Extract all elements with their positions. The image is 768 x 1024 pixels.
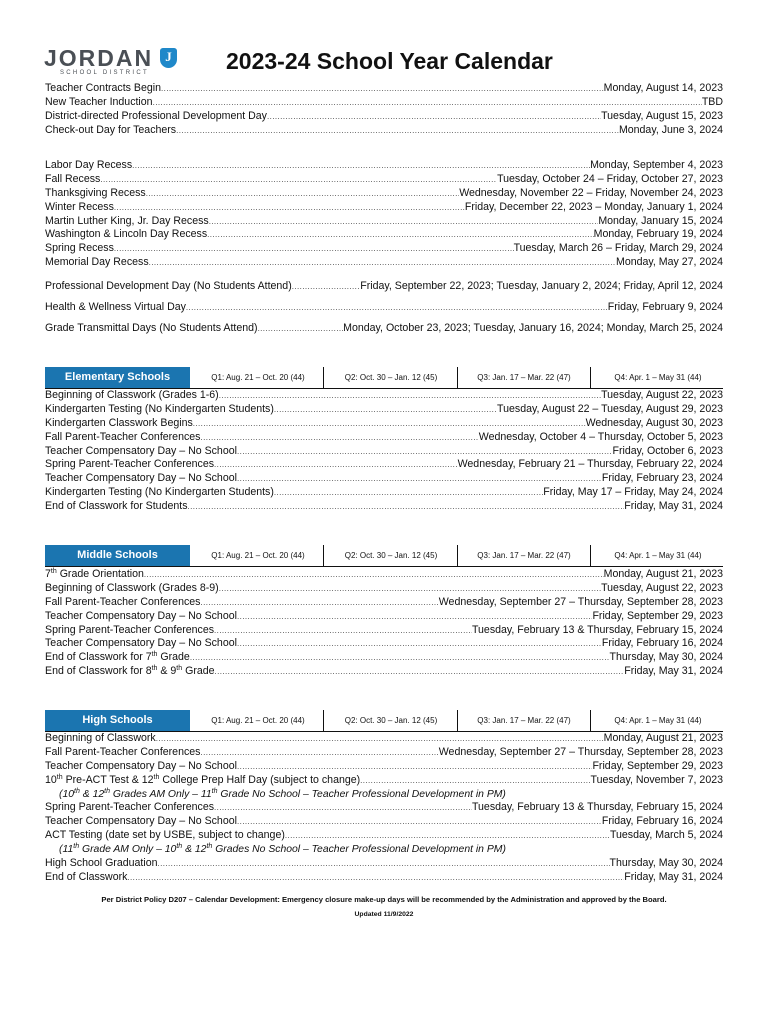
label-text: Grade — [157, 651, 190, 664]
quarter-4: Q4: Apr. 1 – May 31 (44) — [614, 551, 702, 560]
leader-dots — [114, 242, 514, 256]
grade-number: 12 — [194, 844, 207, 856]
row-date: Tuesday, August 22, 2023 — [601, 389, 723, 401]
leader-dots — [274, 486, 543, 500]
list-item — [45, 760, 723, 774]
row-date: Monday, August 21, 2023 — [603, 732, 723, 744]
row-label: Beginning of Classwork — [45, 732, 156, 744]
page-title: 2023-24 School Year Calendar — [226, 48, 553, 74]
row-date: Tuesday, February 13 & Thursday, February 15, 2024 — [471, 801, 723, 814]
ordinal-suffix: th — [176, 665, 183, 673]
ordinal-suffix: th — [153, 773, 160, 781]
row-date: Friday, February 16, 2024 — [601, 815, 723, 828]
ordinal-suffix: th — [74, 787, 80, 795]
row-date: Monday, February 19, 2024 — [593, 228, 723, 241]
leader-dots — [285, 829, 610, 843]
policy-note: Per District Policy D207 – Calendar Development: Emergency closure make-up days will be recommended by the Administration and approved by the Board. — [101, 895, 667, 904]
grade-number: 9 — [170, 665, 177, 678]
leader-dots — [209, 215, 599, 229]
leader-dots — [207, 228, 594, 242]
label-text: Grade Orientation — [56, 568, 144, 580]
logo-subtitle: SCHOOL DISTRICT — [60, 70, 149, 76]
leader-dots — [214, 624, 472, 638]
row-label — [45, 774, 360, 788]
row-date: Tuesday, October 24 – Friday, October 27, 2023 — [497, 172, 723, 185]
quarter-divider — [590, 710, 591, 731]
quarter-1: Q1: Aug. 21 – Oct. 20 (44) — [211, 373, 305, 382]
row-date: Monday, September 4, 2023 — [590, 159, 723, 171]
leader-dots — [237, 472, 602, 486]
row-label: Labor Day Recess — [45, 159, 133, 171]
district-dates-section — [45, 82, 723, 138]
list-item — [45, 624, 723, 638]
leader-dots — [219, 389, 601, 403]
row-date: Wednesday, September 27 – Thursday, September 28, 2023 — [438, 595, 723, 608]
list-item — [45, 568, 723, 582]
row-label: New Teacher Induction — [45, 95, 153, 108]
recess-section — [45, 159, 723, 270]
leader-dots — [360, 774, 590, 788]
row-label: Memorial Day Recess — [45, 256, 149, 269]
row-date: Tuesday, November 7, 2023 — [590, 773, 723, 786]
row-date: Friday, September 29, 2023 — [592, 609, 723, 622]
row-label: Teacher Contracts Begin — [45, 82, 162, 94]
leader-dots — [200, 596, 438, 610]
leader-dots — [258, 318, 344, 339]
list-item — [45, 732, 723, 746]
grade-number: 12 — [92, 788, 105, 800]
elementary-title: Elementary Schools — [45, 367, 190, 388]
row-date: Tuesday, February 13 & Thursday, February 15, 2024 — [471, 623, 723, 636]
grade-number: 7 — [145, 651, 152, 664]
list-item — [45, 651, 723, 665]
row-date: Friday, May 31, 2024 — [624, 665, 723, 678]
row-label: Teacher Compensatory Day – No School — [45, 444, 237, 457]
high-title: High Schools — [45, 710, 190, 731]
row-date: Tuesday, March 5, 2024 — [609, 829, 723, 842]
list-item — [45, 187, 723, 201]
leader-dots — [267, 110, 601, 124]
row-date: Wednesday, September 27 – Thursday, September 28, 2023 — [438, 745, 723, 758]
leader-dots — [132, 159, 590, 173]
list-item — [45, 228, 723, 242]
list-item — [45, 801, 723, 815]
row-label: Teacher Compensatory Day – No School — [45, 815, 237, 828]
list-item — [45, 318, 723, 339]
row-label — [45, 568, 144, 582]
row-date: Friday, May 17 – Friday, May 24, 2024 — [543, 486, 723, 499]
quarter-1: Q1: Aug. 21 – Oct. 20 (44) — [211, 551, 305, 560]
quarter-4: Q4: Apr. 1 – May 31 (44) — [614, 373, 702, 382]
row-date: Monday, October 23, 2023; Tuesday, January 16, 2024; Monday, March 25, 2024 — [343, 322, 723, 334]
list-item — [45, 774, 723, 788]
middle-title: Middle Schools — [45, 545, 190, 566]
leader-dots — [274, 403, 497, 417]
leader-dots — [156, 732, 604, 746]
leader-dots — [144, 568, 604, 582]
grade-number: 10 — [62, 788, 75, 800]
list-item — [45, 458, 723, 472]
high-header — [45, 710, 723, 732]
quarter-2: Q2: Oct. 30 – Jan. 12 (45) — [344, 716, 438, 725]
note-text: Grade AM Only – — [79, 844, 165, 856]
leader-dots — [157, 857, 609, 871]
row-label: Kindergarten Classwork Begins — [45, 416, 193, 429]
row-date: Tuesday, August 22, 2023 — [601, 581, 723, 594]
quarter-2: Q2: Oct. 30 – Jan. 12 (45) — [344, 551, 438, 560]
leader-dots — [161, 82, 604, 96]
list-item — [45, 201, 723, 215]
label-text: End of Classwork for — [45, 651, 146, 664]
row-date: Friday, December 22, 2023 – Monday, January 1, 2024 — [464, 200, 723, 213]
row-date: Tuesday, August 22 – Tuesday, August 29, 2023 — [497, 402, 723, 415]
act-note — [45, 843, 723, 857]
note-text: Grades No School – Teacher Professional Development in PM) — [212, 844, 506, 856]
list-item — [45, 96, 723, 110]
leader-dots — [237, 760, 592, 774]
row-label: Beginning of Classwork (Grades 1-6) — [45, 389, 219, 401]
row-date: Monday, January 15, 2024 — [598, 214, 723, 227]
leader-dots — [237, 637, 602, 651]
leader-dots — [100, 173, 497, 187]
list-item — [45, 610, 723, 624]
label-text: & — [157, 665, 171, 678]
row-label: Teacher Compensatory Day – No School — [45, 637, 237, 650]
row-date: TBD — [701, 95, 723, 108]
grade-number: 10 — [164, 844, 177, 856]
row-label: Fall Parent-Teacher Conferences — [45, 430, 201, 443]
quarter-divider — [457, 367, 458, 388]
high-section — [45, 732, 723, 885]
row-label: Teacher Compensatory Day – No School — [45, 472, 237, 485]
row-label — [45, 665, 215, 679]
note-text: Grades AM Only – — [110, 788, 201, 800]
row-label: Kindergarten Testing (No Kindergarten Students) — [45, 402, 274, 415]
leader-dots — [214, 458, 458, 472]
elementary-header — [45, 367, 723, 389]
list-item — [45, 242, 723, 256]
row-date: Friday, February 16, 2024 — [601, 637, 723, 650]
quarter-divider — [457, 710, 458, 731]
list-item — [45, 500, 723, 514]
quarter-divider — [590, 367, 591, 388]
leader-dots — [114, 201, 465, 215]
list-item — [45, 746, 723, 760]
ordinal-suffix: th — [56, 773, 63, 781]
row-date: Monday, August 14, 2023 — [603, 82, 723, 94]
ordinal-suffix: th — [151, 651, 158, 659]
row-label: District-directed Professional Development Day — [45, 109, 267, 122]
leader-dots — [237, 610, 592, 624]
grade-number: 11 — [62, 844, 74, 856]
row-date: Friday, February 23, 2024 — [601, 472, 723, 485]
row-label: Teacher Compensatory Day – No School — [45, 759, 237, 772]
label-text: Pre-ACT Test & — [62, 773, 142, 786]
row-date: Monday, May 27, 2024 — [616, 256, 723, 269]
grade-number: 12 — [141, 773, 154, 786]
quarter-3: Q3: Jan. 17 – Mar. 22 (47) — [477, 716, 571, 725]
quarter-divider — [323, 545, 324, 566]
list-item — [45, 637, 723, 651]
note-text: & — [182, 844, 195, 856]
grade-number: 10 — [45, 773, 57, 786]
row-label: Martin Luther King, Jr. Day Recess — [45, 214, 209, 227]
list-item — [45, 857, 723, 871]
ordinal-suffix: th — [50, 568, 57, 575]
middle-section — [45, 568, 723, 679]
row-label: Fall Parent-Teacher Conferences — [45, 595, 201, 608]
leader-dots — [200, 431, 478, 445]
leader-dots — [190, 651, 610, 665]
ordinal-suffix: th — [176, 843, 183, 851]
leader-dots — [219, 582, 601, 596]
leader-dots — [193, 417, 586, 431]
list-item — [45, 403, 723, 417]
label-text: Grade — [182, 665, 215, 678]
list-item — [45, 159, 723, 173]
quarter-divider — [323, 367, 324, 388]
row-label: ACT Testing (date set by USBE, subject to change) — [45, 829, 285, 842]
ordinal-suffix: th — [211, 787, 218, 795]
list-item — [45, 215, 723, 229]
leader-dots — [200, 746, 438, 760]
updated-date: Updated 11/9/2022 — [354, 911, 414, 918]
leader-dots — [146, 187, 460, 201]
ordinal-suffix: th — [206, 843, 213, 851]
label-text: College Prep Half Day (subject to change) — [159, 773, 361, 786]
row-date: Wednesday, October 4 – Thursday, October 5, 2023 — [478, 430, 723, 443]
row-label: Kindergarten Testing (No Kindergarten Students) — [45, 486, 274, 499]
row-label: End of Classwork for Students — [45, 500, 188, 513]
row-label: Thanksgiving Recess — [45, 186, 146, 199]
row-date: Thursday, May 30, 2024 — [609, 857, 723, 870]
special-days-section — [45, 276, 723, 339]
row-label — [45, 651, 190, 665]
row-label: Beginning of Classwork (Grades 8-9) — [45, 581, 219, 594]
quarter-1: Q1: Aug. 21 – Oct. 20 (44) — [211, 716, 305, 725]
list-item — [45, 417, 723, 431]
list-item — [45, 82, 723, 96]
list-item — [45, 486, 723, 500]
label-text: End of Classwork for — [45, 665, 146, 678]
leader-dots — [149, 256, 616, 270]
leader-dots — [176, 124, 619, 138]
list-item — [45, 815, 723, 829]
row-date: Friday, September 22, 2023; Tuesday, January 2, 2024; Friday, April 12, 2024 — [360, 280, 723, 292]
grade-number: 7 — [45, 568, 51, 580]
quarter-divider — [323, 710, 324, 731]
row-label: Spring Parent-Teacher Conferences — [45, 801, 215, 814]
preact-note — [45, 788, 723, 802]
row-label: High School Graduation — [45, 857, 158, 870]
row-date: Wednesday, August 30, 2023 — [585, 416, 723, 429]
list-item — [45, 596, 723, 610]
row-date: Friday, October 6, 2023 — [612, 444, 723, 457]
row-label: Professional Development Day (No Students Attend) — [45, 280, 292, 292]
logo-letter: J — [165, 49, 172, 64]
district-logo — [44, 46, 184, 78]
list-item — [45, 110, 723, 124]
list-item — [45, 124, 723, 138]
row-label: Washington & Lincoln Day Recess — [45, 228, 208, 241]
list-item — [45, 871, 723, 885]
quarter-3: Q3: Jan. 17 – Mar. 22 (47) — [477, 373, 571, 382]
leader-dots — [237, 815, 602, 829]
shield-icon — [160, 48, 177, 68]
leader-dots — [215, 665, 625, 679]
row-label: Fall Parent-Teacher Conferences — [45, 745, 201, 758]
list-item — [45, 445, 723, 459]
row-label: End of Classwork — [45, 870, 128, 883]
note-text: ( — [59, 844, 63, 856]
grade-number: 11 — [200, 788, 212, 800]
row-date: Thursday, May 30, 2024 — [609, 651, 723, 664]
list-item — [45, 472, 723, 486]
elementary-section — [45, 389, 723, 514]
row-label: Check-out Day for Teachers — [45, 123, 177, 136]
grade-number: 8 — [145, 665, 152, 678]
leader-dots — [237, 445, 613, 459]
ordinal-suffix: th — [73, 843, 80, 851]
row-date: Tuesday, March 26 – Friday, March 29, 2024 — [513, 242, 723, 255]
leader-dots — [127, 871, 624, 885]
quarter-divider — [590, 545, 591, 566]
row-label: Fall Recess — [45, 172, 101, 185]
row-date: Tuesday, August 15, 2023 — [601, 109, 723, 122]
quarter-4: Q4: Apr. 1 – May 31 (44) — [614, 716, 702, 725]
middle-header — [45, 545, 723, 567]
quarter-divider — [457, 545, 458, 566]
row-date: Wednesday, November 22 – Friday, November 24, 2023 — [459, 186, 723, 199]
row-label: Spring Parent-Teacher Conferences — [45, 623, 215, 636]
row-label: Winter Recess — [45, 200, 114, 213]
note-text: & — [79, 788, 93, 800]
list-item — [45, 297, 723, 318]
list-item — [45, 173, 723, 187]
list-item — [45, 431, 723, 445]
logo-wordmark: JORDAN — [44, 45, 154, 71]
row-date: Monday, August 21, 2023 — [603, 568, 723, 580]
leader-dots — [188, 500, 625, 514]
row-label: Health & Wellness Virtual Day — [45, 301, 186, 313]
row-date: Monday, June 3, 2024 — [618, 123, 723, 136]
row-label: Grade Transmittal Days (No Students Attend) — [45, 322, 258, 334]
row-label: Spring Parent-Teacher Conferences — [45, 458, 215, 471]
note-text: Grade No School – Teacher Professional Development in PM) — [217, 788, 506, 800]
row-date: Wednesday, February 21 – Thursday, February 22, 2024 — [457, 458, 723, 471]
row-label: Teacher Compensatory Day – No School — [45, 609, 237, 622]
note-text: ( — [59, 788, 63, 800]
list-item — [45, 256, 723, 270]
leader-dots — [214, 801, 472, 815]
row-date: Friday, May 31, 2024 — [624, 500, 723, 513]
list-item — [45, 665, 723, 679]
quarter-2: Q2: Oct. 30 – Jan. 12 (45) — [344, 373, 438, 382]
row-label: Spring Recess — [45, 242, 114, 255]
leader-dots — [153, 96, 702, 110]
leader-dots — [292, 276, 361, 297]
list-item — [45, 276, 723, 297]
quarter-3: Q3: Jan. 17 – Mar. 22 (47) — [477, 551, 571, 560]
leader-dots — [186, 297, 608, 318]
ordinal-suffix: th — [104, 787, 110, 795]
list-item — [45, 582, 723, 596]
row-date: Friday, September 29, 2023 — [592, 759, 723, 772]
list-item — [45, 389, 723, 403]
ordinal-suffix: th — [151, 665, 158, 673]
row-date: Friday, February 9, 2024 — [607, 301, 723, 313]
row-date: Friday, May 31, 2024 — [624, 870, 723, 883]
list-item — [45, 829, 723, 843]
